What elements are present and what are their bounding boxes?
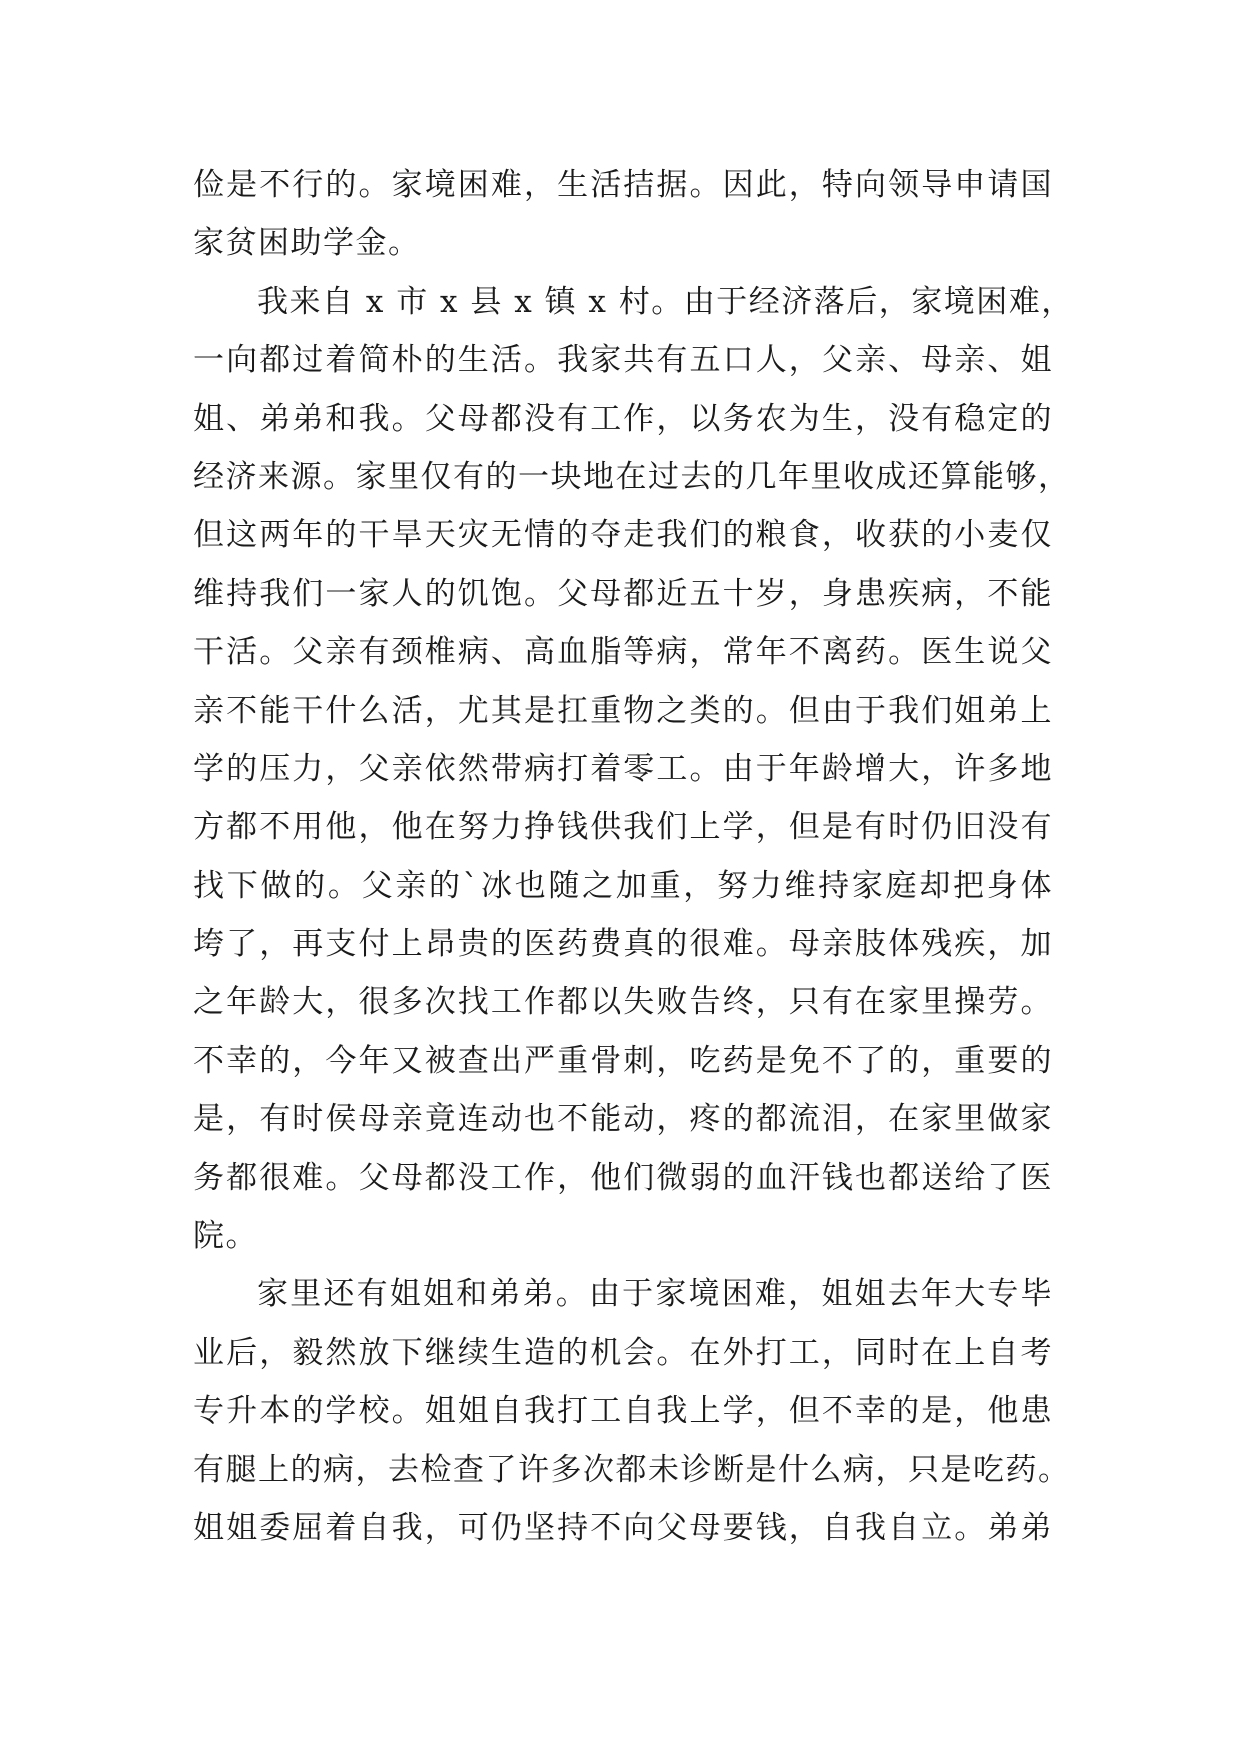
- text-line: 院。: [193, 1218, 258, 1255]
- text-line: 学的压力，父亲依然带病打着零工。由于年龄增大，许多地: [193, 750, 1053, 787]
- text-line: 俭是不行的。家境困难，生活拮据。因此，特向领导申请国: [193, 167, 1053, 203]
- text-line: 干活。父亲有颈椎病、高血脂等病，常年不离药。医生说父: [193, 634, 1053, 671]
- text-line: 之年龄大，很多次找工作都以失败告终，只有在家里操劳。: [193, 984, 1053, 1021]
- text-line: 找下做的。父亲的`冰也随之加重，努力维持家庭却把身体: [193, 867, 1053, 904]
- text-line: 方都不用他，他在努力挣钱供我们上学，但是有时仍旧没有: [193, 809, 1053, 846]
- text-line: 家里还有姐姐和弟弟。由于家境困难，姐姐去年大专毕: [257, 1276, 1053, 1313]
- body-text: [193, 156, 1074, 1557]
- text-line: 但这两年的干旱天灾无情的夺走我们的粮食，收获的小麦仅: [193, 517, 1053, 554]
- text-line: 亲不能干什么活，尤其是扛重物之类的。但由于我们姐弟上: [193, 692, 1053, 729]
- text-line: 垮了，再支付上昂贵的医药费真的很难。母亲肢体残疾，加: [193, 926, 1053, 963]
- text-line: 有腿上的病，去检查了许多次都未诊断是什么病，只是吃药。: [193, 1451, 1071, 1488]
- text-line: 是，有时侯母亲竟连动也不能动，疼的都流泪，在家里做家: [193, 1101, 1053, 1138]
- text-line: 不幸的，今年又被查出严重骨刺，吃药是免不了的，重要的: [193, 1042, 1053, 1079]
- text-line: 业后，毅然放下继续生造的机会。在外打工，同时在上自考: [193, 1334, 1053, 1371]
- text-line: 姐姐委屈着自我，可仍坚持不向父母要钱，自我自立。弟弟: [193, 1509, 1053, 1546]
- text-line: 维持我们一家人的饥饱。父母都近五十岁，身患疾病，不能: [193, 575, 1053, 612]
- text-line: 专升本的学校。姐姐自我打工自我上学，但不幸的是，他患: [193, 1393, 1053, 1430]
- text-line: 我来自 x 市 x 县 x 镇 x 村。由于经济落后，家境困难，: [257, 283, 1074, 320]
- text-line: 务都很难。父母都没工作，他们微弱的血汗钱也都送给了医: [193, 1159, 1053, 1196]
- text-line: 一向都过着简朴的生活。我家共有五口人，父亲、母亲、姐: [193, 342, 1053, 379]
- text-line: 经济来源。家里仅有的一块地在过去的几年里收成还算能够，: [193, 458, 1071, 495]
- text-line: 姐、弟弟和我。父母都没有工作，以务农为生，没有稳定的: [193, 400, 1053, 437]
- text-line: 家贫困助学金。: [193, 225, 421, 262]
